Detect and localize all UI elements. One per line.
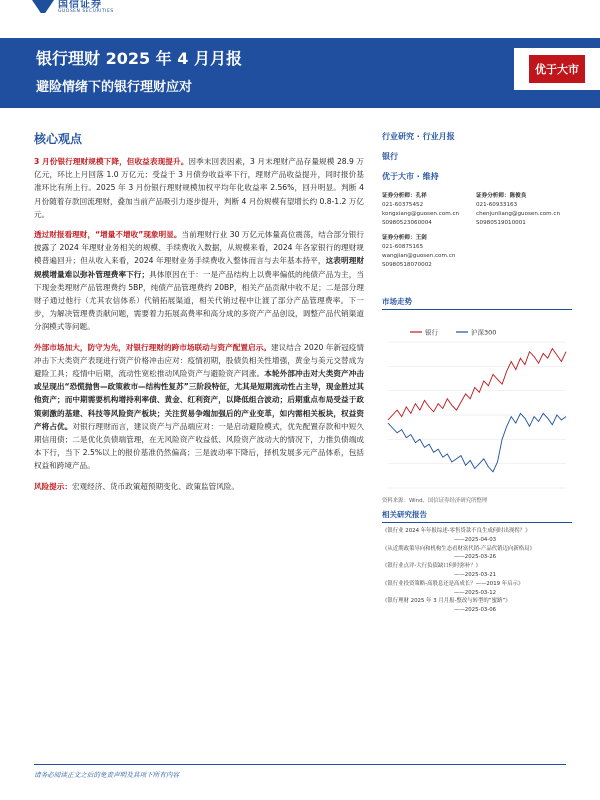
market-trend-chart xyxy=(382,316,572,494)
risk-label: 风险提示： xyxy=(34,481,72,491)
analyst-role: 证券分析师：王剑 xyxy=(382,235,427,241)
analyst-phone: 021-60875165 xyxy=(382,244,424,250)
p1-body: 因季末回表因素，3 月末理财产品存量规模 28.9 万亿元，环比上月回落 1.0 万亿元；受益于 3 月债券收益率下行，理财产品收益提升，同时报价基准环比有所上行。2025 年 3 月份银行理财规模加权平均年化收益率 2.56%，回升明显。判断 4 月份随着存款回流理财，叠加当前产品吸引力逐步提升，判断 4 月份规模有望增长约 0.8-1.2 万亿元。 xyxy=(34,157,364,219)
p2-body-c: 具体原因在于：一是产品结构上以费率偏低的纯债产品为主，当下现金类理财产品管理费约 5BP，纯债产品管理费约 20BP，相关产品贡献中收不足；二是部分理财子通过他行（尤其农信体系）代销拓展渠道，相关代销过程中让渡了部分产品管理费率。下一步，为解决管理费贡献问题，需要着力拓展高费率和高分成的多资产产品创设，调整产品代销渠道分润模式等问题。 xyxy=(34,269,364,332)
report-category: 行业研究 · 行业月报 xyxy=(382,132,455,141)
related-report-title[interactable]: 《银行业点评-大行负债缺口何时弥补？》 xyxy=(382,563,481,570)
series-line-bank xyxy=(388,349,566,420)
related-reports-list xyxy=(382,527,572,615)
analyst-cert: S0980519010001 xyxy=(476,220,526,226)
analyst-card xyxy=(382,192,476,228)
industry-rating: 优于大市 · 维持 xyxy=(382,172,439,181)
analyst-list xyxy=(382,192,572,270)
p2-highlight: 透过财报看理财，“增量不增收”现象明显。 xyxy=(34,230,182,240)
analyst-phone: 021-60375452 xyxy=(382,202,424,208)
related-report-date: ——2025-03-06 xyxy=(454,607,497,614)
logo-en: GUOSEN SECURITIES xyxy=(58,9,114,14)
chart-source: 资料来源：Wind、国信证券经济研究所整理 xyxy=(382,498,488,504)
analyst-role: 证券分析师：陈俊良 xyxy=(476,193,527,199)
related-report-title[interactable]: 《从近期政策导向和机构生态看财富代销-产品代销迈向新格局》 xyxy=(382,545,535,552)
sidebar-column xyxy=(382,130,572,615)
risk-text: 宏观经济、货币政策超预期变化、政策监管风险。 xyxy=(71,481,240,491)
logo-cn: 国信证券 xyxy=(58,0,102,10)
p3-body-c: 对银行理财而言，建议资产与产品端应对：一是启动避险模式，优先配置存款和中短久期信用债；二是优化负债端管理，在无风险资产收益低、风险资产波动大的情况下，力推负债端成本下行，当下 2.5%以上的报价基准仍然偏高；三是波动率下降后，择机发展多元产品体系，包括权益和跨境产品。 xyxy=(34,421,365,471)
legend-index-label: 沪深300 xyxy=(471,328,497,337)
analyst-cert: S0980523060004 xyxy=(382,220,432,226)
legend-bank-label: 银行 xyxy=(425,328,438,337)
related-report-item[interactable] xyxy=(382,562,572,580)
footer-disclaimer: 请务必阅读正文之后的免责声明及其项下所有内容 xyxy=(34,764,566,779)
analyst-card xyxy=(476,192,572,228)
title-banner xyxy=(0,38,600,108)
related-report-date: ——2025-03-21 xyxy=(454,571,497,578)
core-paragraph-2 xyxy=(34,228,364,334)
related-report-date: ——2025-03-12 xyxy=(454,589,497,596)
p3-body-bold: 本轮外部冲击对大类资产冲击或呈现出“恐慌抛售—政策救市—结构性复苏”三阶段特征，尤其是短期流动性占主导，现金胜过其他资产；而中期需要机构增持利率债、黄金、红利资产，以降低组合波动；后期重点布局受益于政策刺激的基建、科技等风险资产板块；关注贸易争端加强后的产业变革，如内需相关板块，权益资产将占优。 xyxy=(34,369,365,431)
report-title: 银行理财 2025 年 4 月月报 xyxy=(36,49,242,68)
analyst-card xyxy=(382,234,476,270)
analyst-phone: 021-60933163 xyxy=(476,202,518,208)
risk-warning xyxy=(34,480,364,493)
brand-logo xyxy=(32,0,114,16)
related-report-item[interactable] xyxy=(382,580,572,598)
related-report-title[interactable]: 《银行理财 2025 年 3 月月报-整改与转型的“蜜路”》 xyxy=(382,598,511,605)
related-report-item[interactable] xyxy=(382,527,572,545)
analyst-email[interactable]: wangjian@guosen.com.cn xyxy=(382,253,456,259)
p2-body-a: 当前理财行业 30 万亿元体量高位震荡，结合部分银行披露了 2024 年理财业务相关的规模、手续费收入数据，从规模来看，2024 年各家银行的理财规模普遍回升；但从收入来看，2024 年理财业务手续费收入整体而言与去年基本持平， xyxy=(34,230,364,266)
market-trend-title: 市场走势 xyxy=(382,296,572,310)
p3-body-a: 建议结合 2020 年新冠疫情冲击下大类资产表现进行资产价格冲击应对：疫情初期，股债负相关性增强，黄金与美元交替成为避险工具；疫情中后期，流动性宽松推动风险资产与避险资产同涨。 xyxy=(34,342,365,379)
core-paragraph-3 xyxy=(34,341,364,473)
related-report-title[interactable]: 《银行业投资策略-高股息还是高成长？——2019 年启示》 xyxy=(382,580,524,587)
analyst-email[interactable]: kongxiang@guosen.com.cn xyxy=(382,211,460,217)
core-view-title: 核心观点 xyxy=(34,132,83,146)
industry-name: 银行 xyxy=(382,152,398,161)
related-report-date: ——2025-03-26 xyxy=(454,554,497,561)
analyst-email[interactable]: chenjunliang@guosen.com.cn xyxy=(476,211,561,217)
p3-highlight: 外部市场加大，防守为先，对银行理财的跨市场联动与资产配置启示。 xyxy=(34,342,271,352)
analyst-cert: S0980518070002 xyxy=(382,262,432,268)
market-trend-svg xyxy=(382,316,572,494)
related-report-title[interactable]: 《银行业 2024 年年报综述-零售贷款不良生成何时出现拐？》 xyxy=(382,528,531,534)
analyst-role: 证券分析师：孔祥 xyxy=(382,193,427,199)
related-report-item[interactable] xyxy=(382,545,572,563)
series-line-hs300 xyxy=(388,413,566,471)
core-paragraph-1 xyxy=(34,155,364,221)
report-subtitle: 避险情绪下的银行理财应对 xyxy=(36,80,193,95)
logo-mark-icon xyxy=(32,0,54,13)
related-reports-title: 相关研究报告 xyxy=(382,509,572,523)
p2-body-bold: 这表明理财规模增量难以弥补管理费率下行； xyxy=(34,256,364,279)
core-view-column xyxy=(34,130,364,500)
related-report-date: ——2025-04-03 xyxy=(454,536,497,543)
rating-badge-text: 优于大市 xyxy=(529,55,585,83)
p1-highlight: 3 月份银行理财规模下降，但收益表现提升。 xyxy=(34,157,189,166)
rating-badge xyxy=(514,48,600,90)
chart-legend xyxy=(410,328,496,337)
related-report-item[interactable] xyxy=(382,597,572,615)
